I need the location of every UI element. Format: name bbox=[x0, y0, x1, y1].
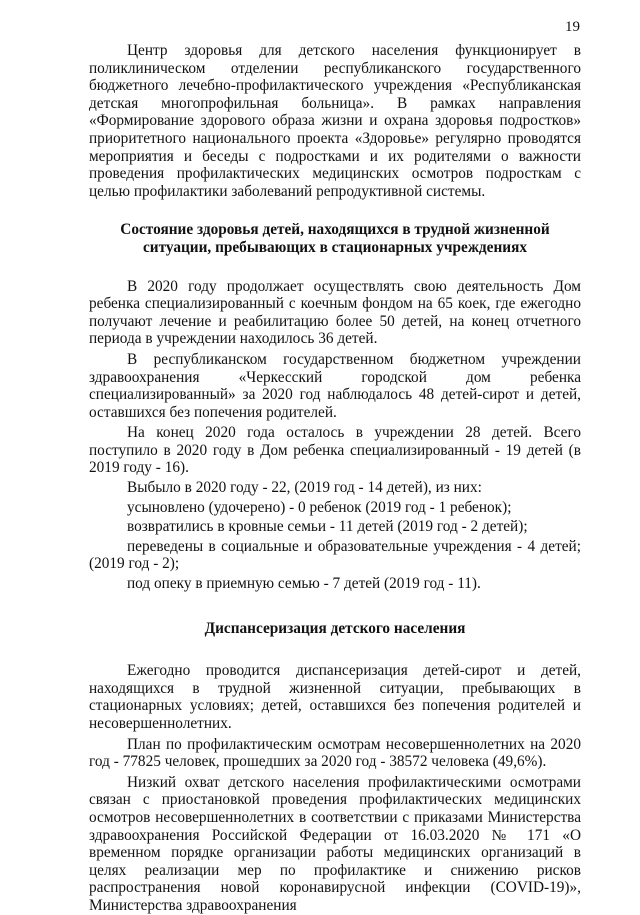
section-heading-line: Состояние здоровья детей, находящихся в трудной жизненной bbox=[120, 221, 550, 239]
section-heading-dispensarization: Диспансеризация детского населения bbox=[204, 619, 466, 637]
list-item: усыновлено (удочерено) - 0 ребенок (2019 год - 1 ребенок); bbox=[127, 498, 512, 516]
body-paragraph: Ежегодно проводится диспансеризация детей-сирот и детей, находящихся в трудной жизненной ситуации, пребывающих в стационарных условиях; детей, оставшихся без попечения родителей и несовершеннолетних. bbox=[89, 662, 581, 732]
section-heading-line: ситуации, пребывающих в стационарных учреждениях bbox=[142, 238, 528, 256]
intro-paragraph: Центр здоровья для детского населения функционирует в поликлиническом отделении республиканского государственного бюджетного лечебно-профилактического учреждения «Республиканская детская многопрофильная больница». В рамках направления «Формирование здорового образа жизни и охрана здоровья подростков» приоритетного национального проекта «Здоровье» регулярно проводятся мероприятия и беседы с подростками и их родителями о важности проведения профилактических медицинских осмотров подросткам с целью профилактики заболеваний репродуктивной системы. bbox=[89, 42, 581, 200]
page-number: 19 bbox=[565, 19, 580, 35]
document-body bbox=[89, 42, 581, 915]
list-intro: Выбыло в 2020 году - 22, (2019 год - 14 детей), из них: bbox=[127, 479, 482, 497]
body-paragraph: В республиканском государственном бюджетном учреждении здравоохранения «Черкесский городской дом ребенка специализированный» за 2020 год наблюдалось 48 детей-сирот и детей, оставшихся без попечения родителей. bbox=[89, 350, 581, 421]
list-item: возвратились в кровные семьи - 11 детей (2019 год - 2 детей); bbox=[127, 518, 528, 536]
list-item: переведены в социальные и образовательные учреждения - 4 детей; (2019 год - 2); bbox=[89, 537, 581, 573]
body-paragraph: Низкий охват детского населения профилактическими осмотрами связан с приостановкой проведения профилактических медицинских осмотров несовершеннолетних в соответствии с приказами Министерства здравоохранения Российской Федерации от 16.03.2020 № 171 «О временном порядке организации работы медицинских организаций в целях реализации мер по профилактике и снижению рисков распространения новой коронавирусной инфекции (COVID-19)», Министерства здравоохранения bbox=[89, 773, 581, 914]
body-paragraph: На конец 2020 года осталось в учреждении 28 детей. Всего поступило в 2020 году в Дом ребенка специализированный - 19 детей (в 2019 году - 16). bbox=[89, 424, 581, 477]
list-item: под опеку в приемную семью - 7 детей (2019 год - 11). bbox=[127, 575, 481, 593]
body-paragraph: План по профилактическим осмотрам несовершеннолетних на 2020 год - 77825 человек, прошедших за 2020 год - 38572 человека (49,6%). bbox=[89, 735, 581, 771]
section-heading-health-status bbox=[89, 221, 581, 256]
body-paragraph: В 2020 году продолжает осуществлять свою деятельность Дом ребенка специализированный с коечным фондом на 65 коек, где ежегодно получают лечение и реабилитацию более 50 детей, на конец отчетного периода в учреждении находилось 36 детей. bbox=[89, 277, 581, 348]
